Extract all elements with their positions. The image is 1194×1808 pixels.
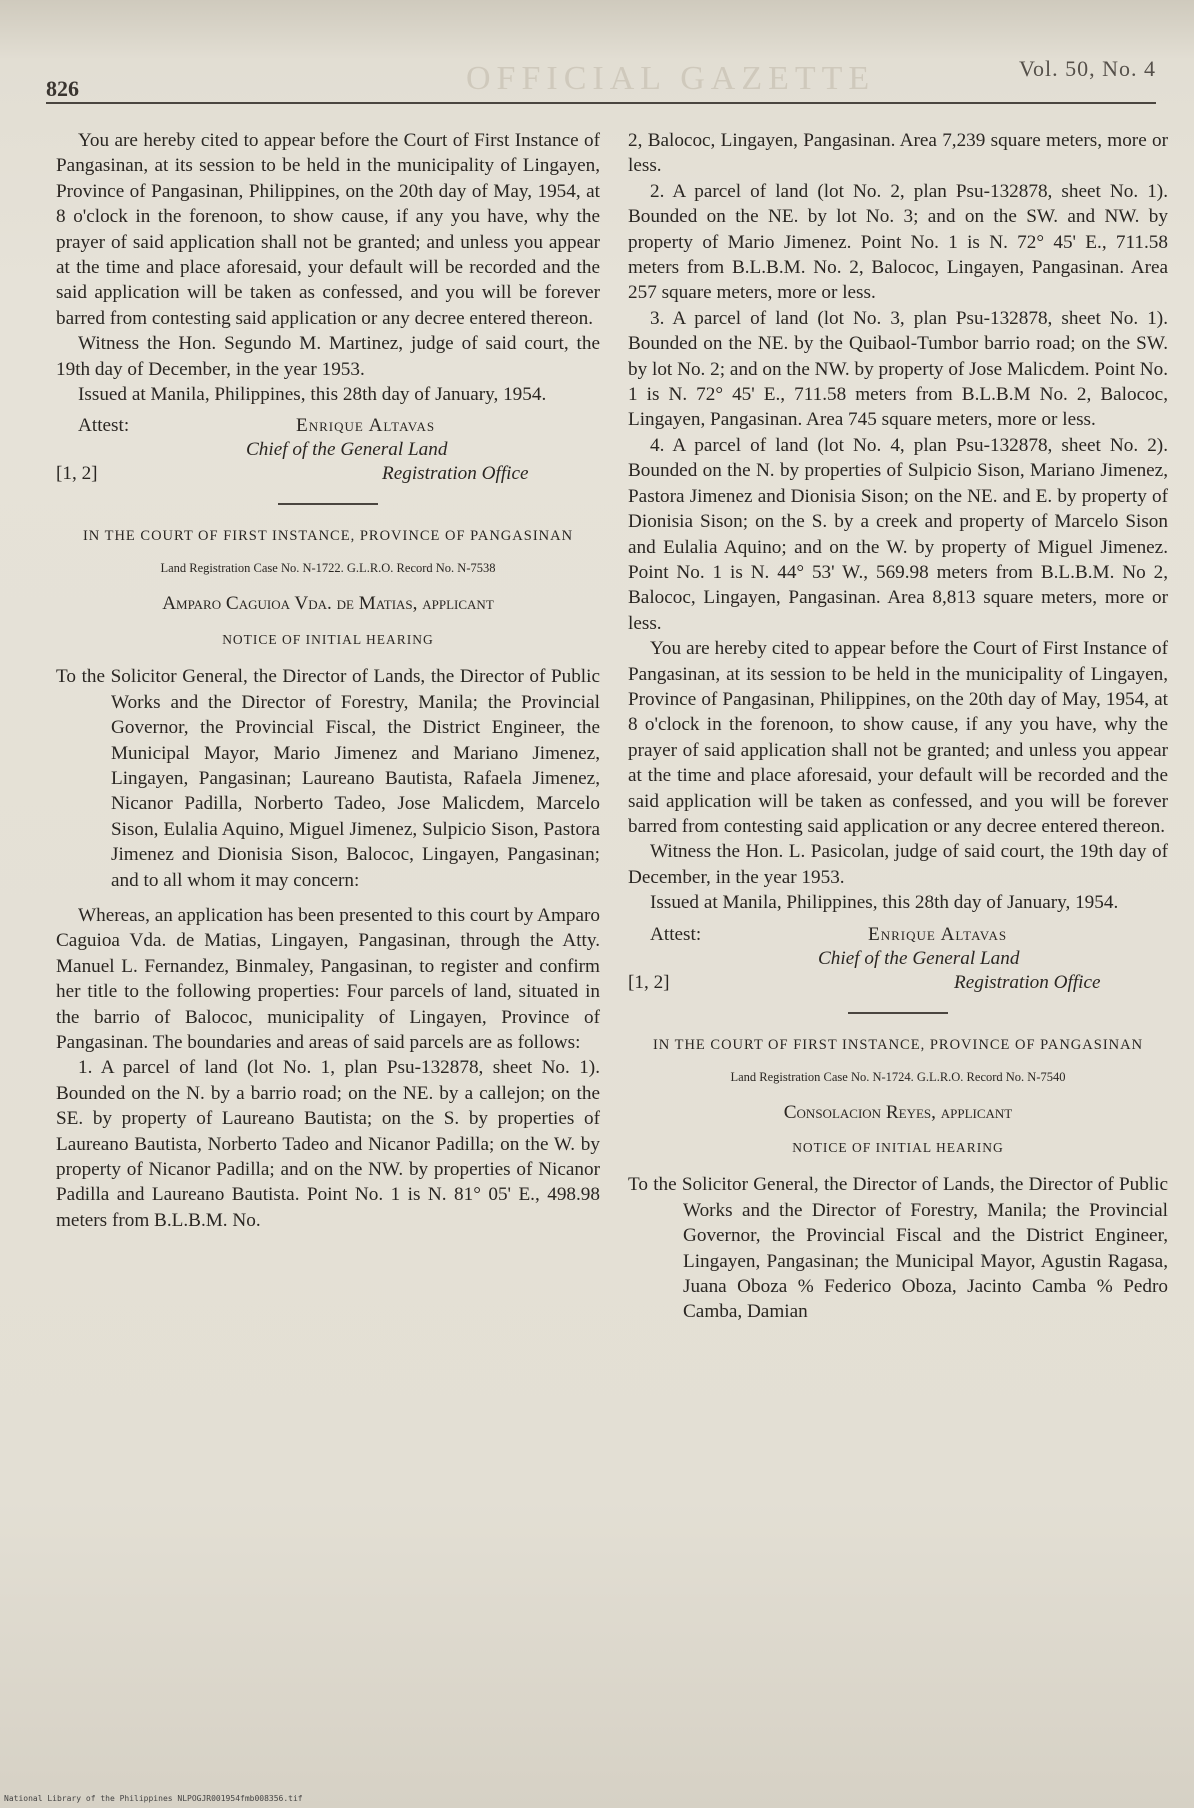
reference: [1, 2]	[628, 971, 670, 993]
attest-label: Attest:	[78, 415, 130, 437]
volume-label: Vol. 50, No. 4	[1018, 56, 1156, 81]
addressees: To the Solicitor General, the Director of Lands, the Director of Public Works and the Director of Forestry, Manila; the Provincial Governor, the Provincial Fiscal, the District Engineer, the Municipal Mayor, Mario Jimenez and Mariano Jimenez, Lingayen, Pangasinan; Laureano Bautista, Rafaela Jimenez, Nicanor Padilla, Norberto Tadeo, Jose Malicdem, Marcelo Sison, Eulalia Aquino, Miguel Jimenez, Sulpicio Sison, Pastora Jimenez and Dionisia Sison, Balococ, Lingayen, Pangasinan; and to all whom it may concern:	[56, 666, 600, 891]
header-rule	[46, 102, 1156, 104]
attest-block	[56, 413, 600, 485]
page-number: 826	[46, 76, 79, 101]
paragraph: You are hereby cited to appear before the Court of First Instance of Pangasinan, at its session to be held in the municipality of Lingayen, Province of Pangasinan, Philippines, on the 20th day of May, 1954, at 8 o'clock in the forenoon, to show cause, if any you have, why the prayer of said application shall not be granted; and unless you appear at the time and place aforesaid, your default will be recorded and the said application will be taken as confessed, and you will be forever barred from contesting said application or any decree entered thereon.	[628, 638, 1168, 837]
signer-name: Enrique Altavas	[296, 415, 436, 437]
paragraph: 3. A parcel of land (lot No. 3, plan Psu-132878, sheet No. 1). Bounded on the NE. by the Quibaol-Tumbor barrio road; on the SW. by lot No. 2; and on the NW. by property of Jose Malicdem. Point No. 1 is N. 72° 45' E., 711.58 meters from B.L.B.M No. 2, Balococ, Lingayen, Pangasinan. Area 745 square meters, more or less.	[628, 307, 1168, 431]
attest-block	[628, 922, 1168, 994]
notice-heading: NOTICE OF INITIAL HEARING	[222, 631, 434, 647]
signer-title: Chief of the General Land	[818, 947, 1020, 969]
court-heading: IN THE COURT OF FIRST INSTANCE, PROVINCE OF PANGASINAN	[652, 1036, 1144, 1053]
paragraph: Issued at Manila, Philippines, this 28th day of January, 1954.	[650, 892, 1119, 914]
paragraph: 2. A parcel of land (lot No. 2, plan Psu-132878, sheet No. 1). Bounded on the NE. by lot No. 3; and on the SW. and NW. by property of Mario Jimenez. Point No. 1 is N. 72° 45' E., 711.58 meters from B.L.B.M. No. 2, Balococ, Lingayen, Pangasinan. Area 257 square meters, more or less.	[628, 180, 1168, 304]
paragraph: You are hereby cited to appear before the Court of First Instance of Pangasinan, at its session to be held in the municipality of Lingayen, Province of Pangasinan, Philippines, on the 20th day of May, 1954, at 8 o'clock in the forenoon, to show cause, if any you have, why the prayer of said application shall not be granted; and unless you appear at the time and place aforesaid, your default will be recorded and the said application will be taken as confessed, and you will be forever barred from contesting said application or any decree entered thereon.	[56, 130, 600, 329]
right-column	[628, 128, 1168, 1335]
signer-office: Registration Office	[954, 971, 1101, 993]
court-heading: IN THE COURT OF FIRST INSTANCE, PROVINCE OF PANGASINAN	[82, 528, 574, 545]
paragraph: 1. A parcel of land (lot No. 1, plan Psu-132878, sheet No. 1). Bounded on the N. by a barrio road; on the NE. by a callejon; on the SE. by property of Laureano Bautista; on the S. by properties of Laureano Bautista, Norberto Tadeo and Nicanor Padilla; on the W. by property of Nicanor Padilla; and on the NW. by properties of Nicanor Padilla and Laureano Bautista. Point No. 1 is N. 81° 05' E., 498.98 meters from B.L.B.M. No.	[56, 1057, 600, 1231]
signer-title: Chief of the General Land	[246, 439, 448, 461]
scan-footer: National Library of the Philippines NLPOGJR001954fmb008356.tif	[4, 1794, 303, 1803]
case-number: Land Registration Case No. N-1724. G.L.R.O. Record No. N-7540	[730, 1069, 1066, 1084]
case-number: Land Registration Case No. N-1722. G.L.R.O. Record No. N-7538	[160, 561, 496, 576]
page-header	[46, 48, 1166, 108]
paragraph: Witness the Hon. L. Pasicolan, judge of said court, the 19th day of December, in the year 1953.	[628, 841, 1168, 888]
attest-label: Attest:	[650, 923, 702, 945]
signer-name: Enrique Altavas	[868, 923, 1008, 945]
paragraph: Witness the Hon. Segundo M. Martinez, judge of said court, the 19th day of December, in the year 1953.	[56, 333, 600, 380]
notice-heading: NOTICE OF INITIAL HEARING	[792, 1140, 1004, 1155]
applicant: Consolacion Reyes, applicant	[783, 1101, 1013, 1123]
paragraph: Issued at Manila, Philippines, this 28th day of January, 1954.	[78, 384, 547, 406]
paragraph: Whereas, an application has been presented to this court by Amparo Caguioa Vda. de Matias, Lingayen, Pangasinan, through the Atty. Manuel L. Fernandez, Binmaley, Pangasinan, to register and confirm her title to the following properties: Four parcels of land, situated in the barrio of Balococ, municipality of Lingayen, Province of Pangasinan. The boundaries and areas of said parcels are as follows:	[56, 904, 600, 1053]
addressees: To the Solicitor General, the Director of Lands, the Director of Public Works and the Director of Forestry, Manila; the Provincial Governor, the Provincial Fiscal and the District Engineer, Lingayen, Pangasinan; the Municipal Mayor, Agustin Ragasa, Juana Oboza % Federico Oboza, Jacinto Camba % Pedro Camba, Damian	[628, 1174, 1168, 1323]
applicant: Amparo Caguioa Vda. de Matias, applicant	[162, 593, 494, 615]
paragraph: 2, Balococ, Lingayen, Pangasinan. Area 7,239 square meters, more or less.	[628, 130, 1168, 177]
left-column	[56, 128, 600, 1233]
signer-office: Registration Office	[382, 463, 529, 485]
separator	[848, 1012, 948, 1014]
paragraph: 4. A parcel of land (lot No. 4, plan Psu-132878, sheet No. 2). Bounded on the N. by properties of Sulpicio Sison, Mariano Jimenez, Pastora Jimenez and Dionisia Sison; on the NE. and E. by property of Dionisia Sison; on the S. by a creek and property of Marcelo Sison and Eulalia Aquino; and on the W. by property of Miguel Jimenez. Point No. 1 is N. 44° 53' W., 569.98 meters from B.L.B.M. No 2, Balococ, Lingayen, Pangasinan. Area 8,813 square meters, more or less.	[628, 434, 1168, 634]
separator	[278, 503, 378, 505]
reference: [1, 2]	[56, 463, 98, 485]
publication-title: OFFICIAL GAZETTE	[466, 60, 876, 97]
